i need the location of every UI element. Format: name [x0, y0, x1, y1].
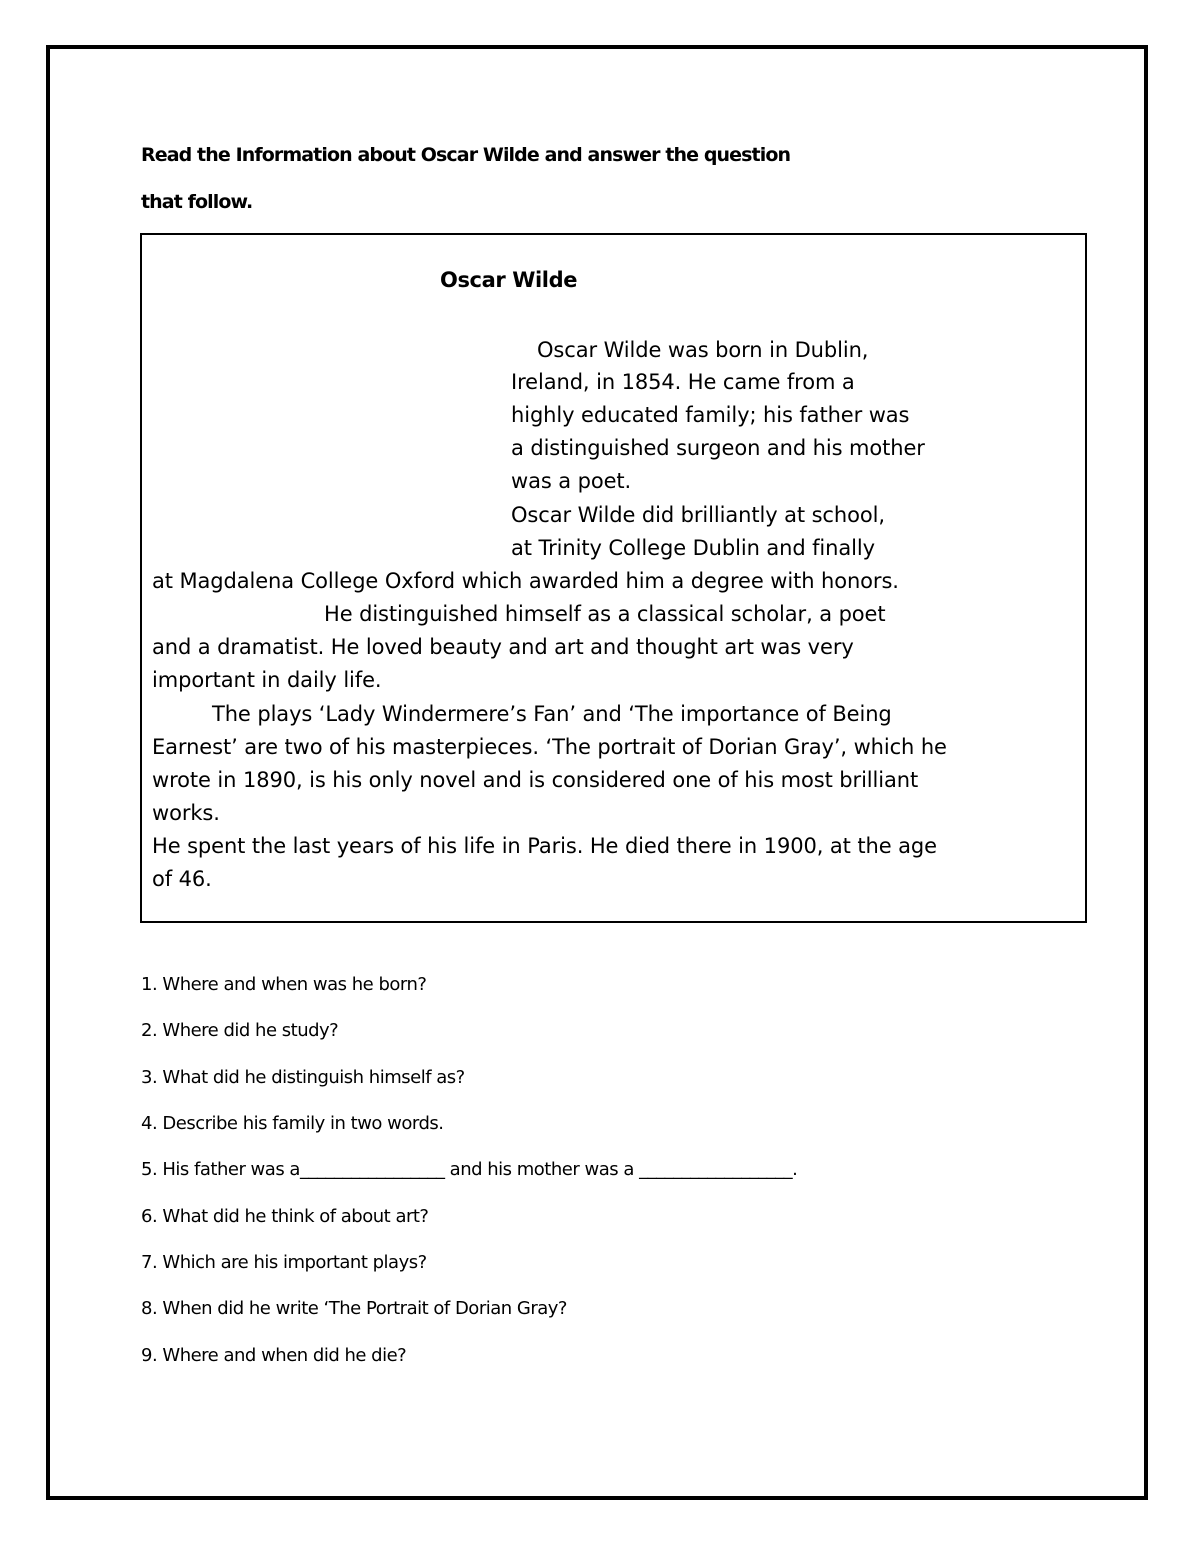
question-item: 9. Where and when did he die? [141, 1345, 407, 1366]
question-item: 1. Where and when was he born? [141, 974, 427, 995]
passage-line: He spent the last years of his life in Paris. He died there in 1900, at the age [152, 834, 937, 858]
passage-line: highly educated family; his father was [511, 403, 910, 427]
passage-line: a distinguished surgeon and his mother [511, 436, 925, 460]
question-item: 2. Where did he study? [141, 1020, 339, 1041]
instruction-line-2: that follow. [141, 191, 253, 213]
passage-line: at Trinity College Dublin and finally [511, 536, 875, 560]
passage-line: Oscar Wilde was born in Dublin, [537, 338, 869, 362]
passage-line: of 46. [152, 867, 212, 891]
passage-line: Earnest’ are two of his masterpieces. ‘The portrait of Dorian Gray’, which he [152, 735, 947, 759]
question-item: 5. His father was a_________________ and his mother was a __________________. [141, 1159, 798, 1180]
passage-line: The plays ‘Lady Windermere’s Fan’ and ‘The importance of Being [212, 702, 892, 726]
passage-line: wrote in 1890, is his only novel and is considered one of his most brilliant [152, 768, 919, 792]
question-item: 3. What did he distinguish himself as? [141, 1067, 465, 1088]
passage-line: important in daily life. [152, 668, 382, 692]
passage-line: was a poet. [511, 469, 632, 493]
passage-line: at Magdalena College Oxford which awarded him a degree with honors. [152, 569, 899, 593]
passage-line: Ireland, in 1854. He came from a [511, 370, 855, 394]
passage-line: works. [152, 801, 220, 825]
instruction-line-1: Read the Information about Oscar Wilde and answer the question [141, 144, 791, 166]
passage-line: and a dramatist. He loved beauty and art and thought art was very [152, 635, 854, 659]
question-item: 4. Describe his family in two words. [141, 1113, 444, 1134]
passage-title: Oscar Wilde [440, 268, 578, 292]
question-item: 7. Which are his important plays? [141, 1252, 427, 1273]
question-item: 6. What did he think of about art? [141, 1206, 429, 1227]
question-item: 8. When did he write ‘The Portrait of Dorian Gray? [141, 1298, 567, 1319]
passage-line: Oscar Wilde did brilliantly at school, [511, 503, 885, 527]
passage-line: He distinguished himself as a classical scholar, a poet [324, 602, 886, 626]
